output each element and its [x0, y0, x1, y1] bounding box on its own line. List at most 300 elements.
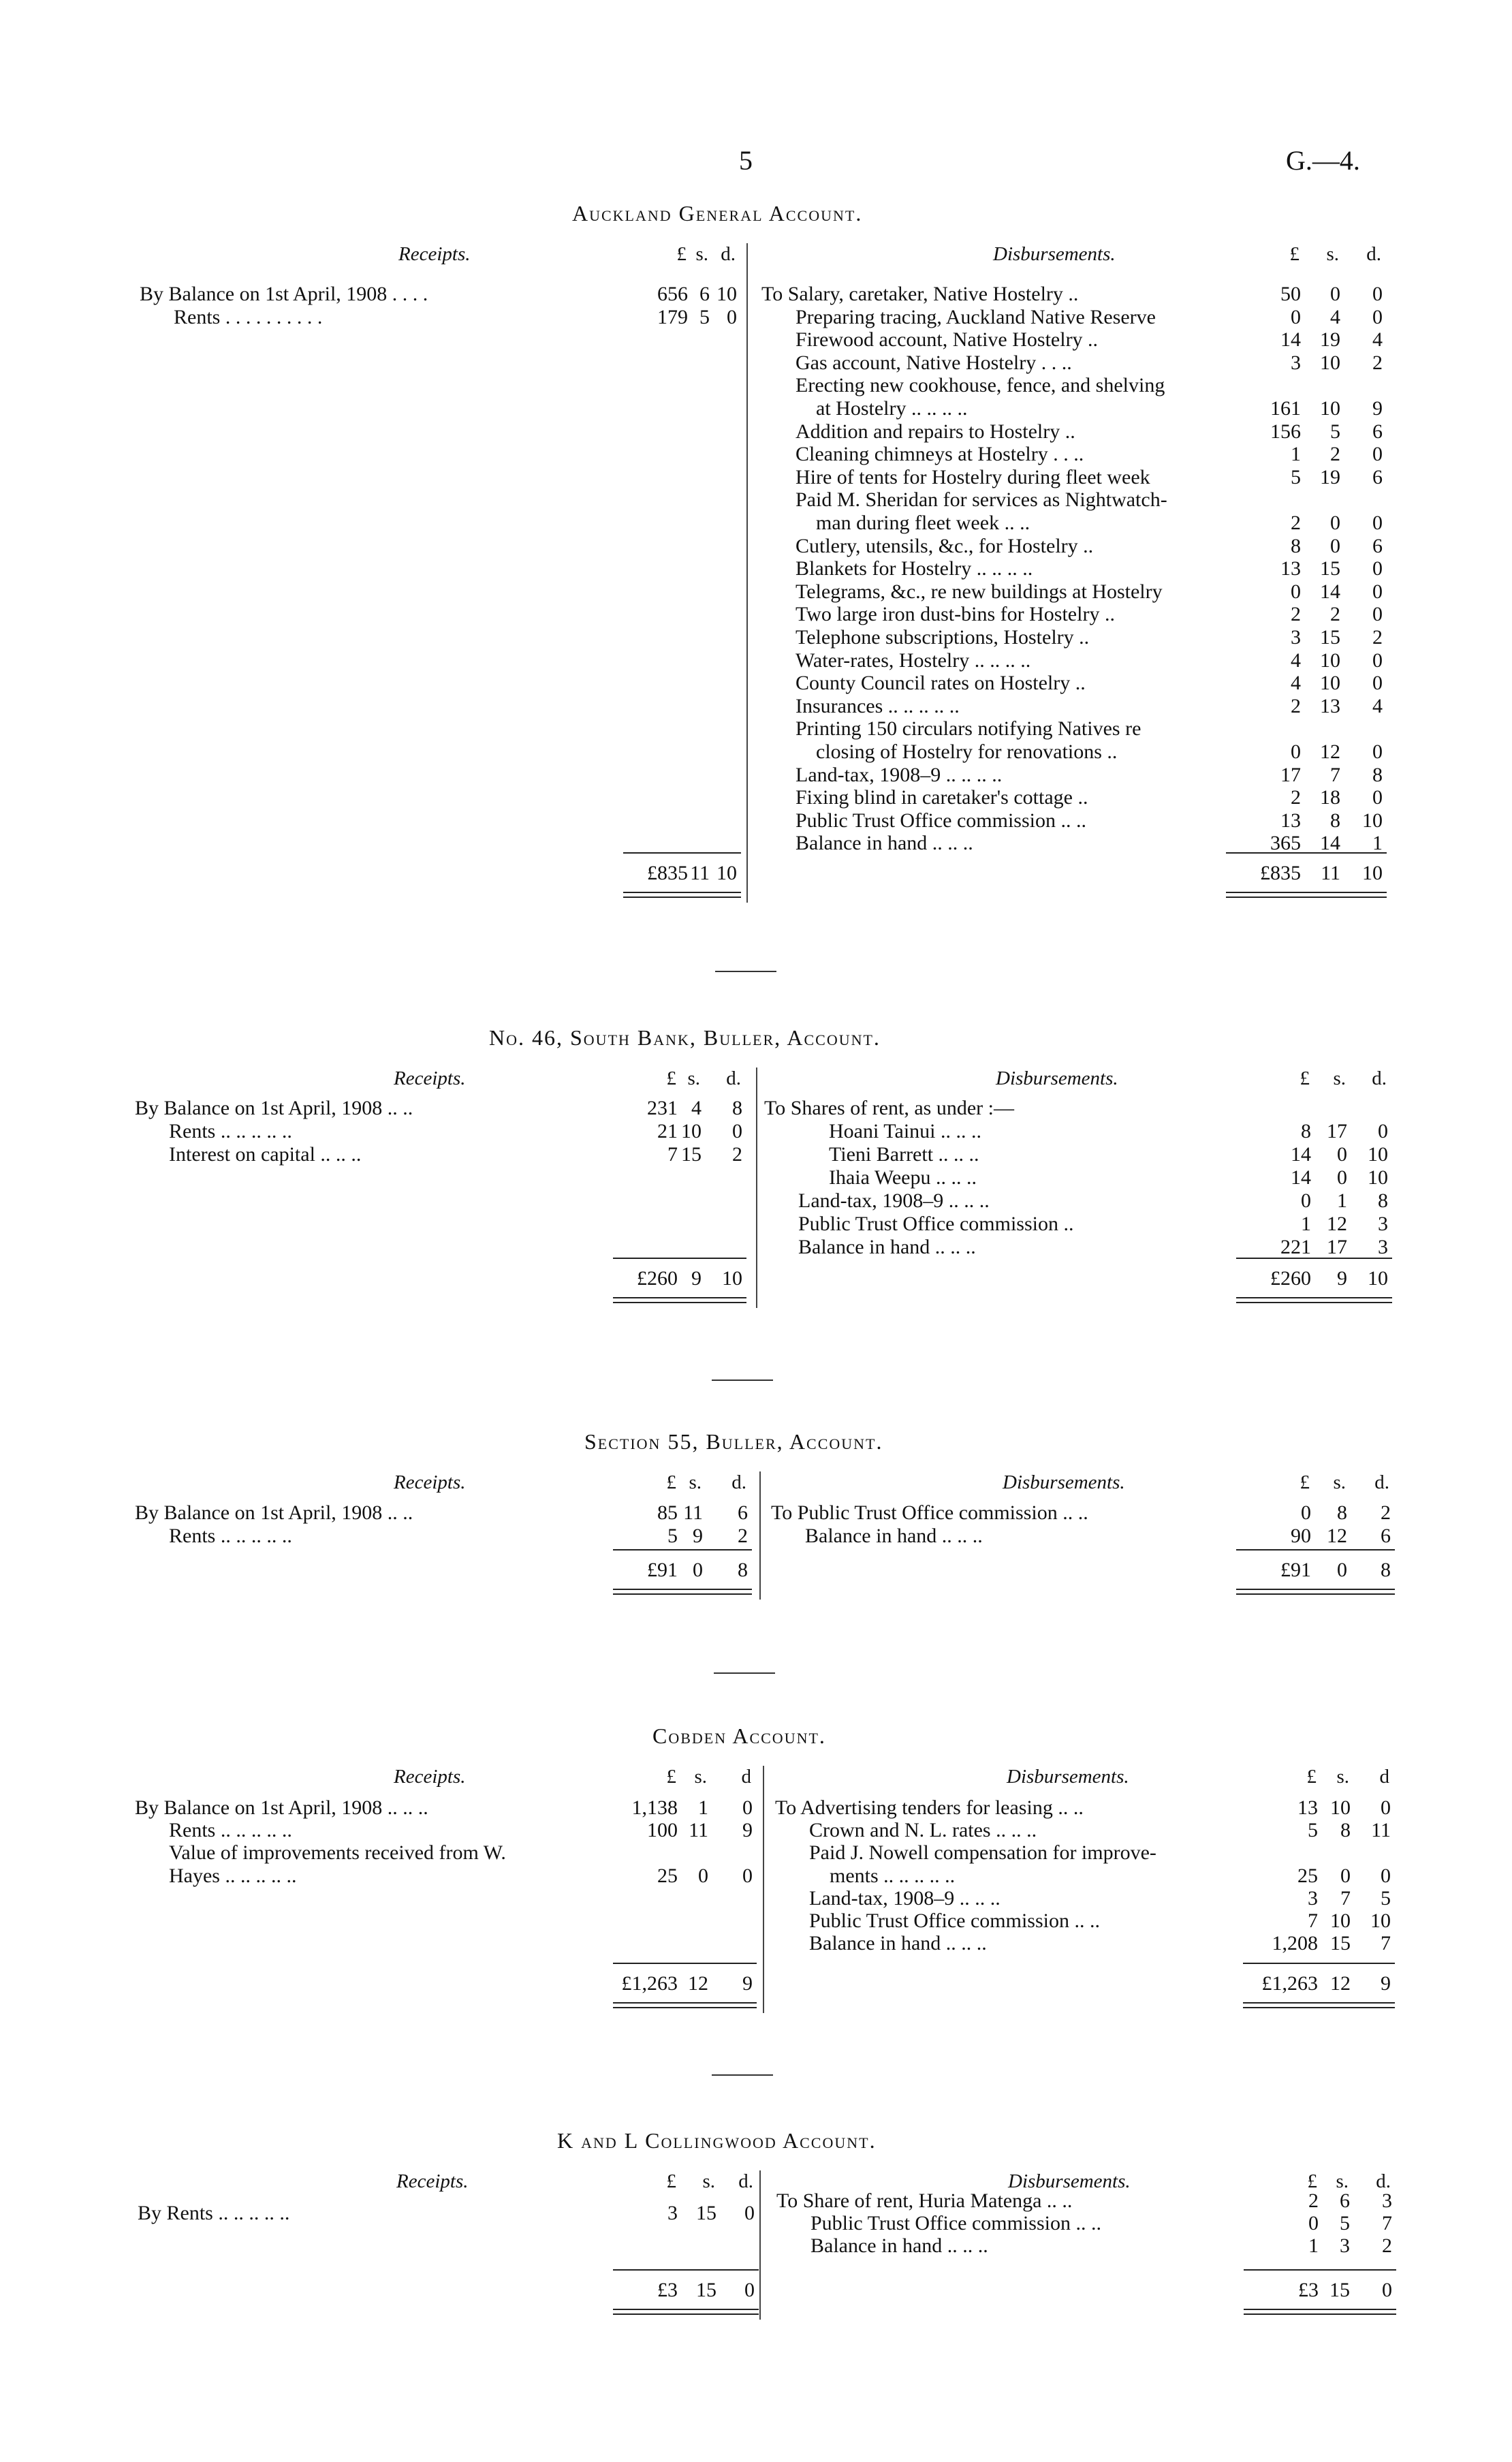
- disbursement-pence: 3: [1378, 1213, 1388, 1235]
- section-separator: [712, 1380, 773, 1381]
- account-title: No. 46, South Bank, Buller, Account.: [489, 1025, 881, 1050]
- disbursement-label: at Hostelry .. .. .. ..: [816, 397, 968, 420]
- disbursement-label: Telephone subscriptions, Hostelry ..: [796, 626, 1090, 649]
- disbursements-double-rule-2: [1236, 1593, 1395, 1595]
- disbursement-shillings: 2: [1330, 603, 1340, 626]
- disbursements-total-pounds: £3: [1298, 2279, 1319, 2301]
- disbursements-pounds-heading: £: [1300, 1068, 1310, 1089]
- disbursement-label: Crown and N. L. rates .. .. ..: [809, 1819, 1037, 1842]
- disbursement-pounds: 1: [1291, 443, 1301, 466]
- disbursements-pence-heading: d.: [1366, 243, 1381, 265]
- receipts-shillings-heading: s.: [689, 1471, 702, 1493]
- disbursement-shillings: 15: [1320, 626, 1340, 649]
- disbursement-pounds: 3: [1291, 626, 1301, 649]
- disbursement-label: Paid M. Sheridan for services as Nightwatch-: [796, 488, 1167, 512]
- receipt-pence: 10: [716, 283, 737, 305]
- receipts-pounds-heading: £: [666, 1766, 676, 1788]
- receipts-pounds-heading: £: [676, 243, 687, 265]
- disbursement-pounds: 221: [1280, 1236, 1311, 1258]
- disbursement-shillings: 12: [1327, 1525, 1347, 1547]
- page-number: 5: [739, 145, 753, 176]
- disbursement-pounds: 0: [1308, 2212, 1319, 2234]
- disbursements-shillings-heading: s.: [1336, 1766, 1349, 1788]
- disbursement-pounds: 0: [1291, 580, 1301, 603]
- receipt-pence: 0: [732, 1120, 742, 1142]
- disbursement-shillings: 12: [1327, 1213, 1347, 1235]
- disbursement-pence: 0: [1372, 512, 1383, 534]
- disbursement-pence: 0: [1381, 1796, 1391, 1819]
- disbursements-total-pence: 9: [1381, 1972, 1391, 1995]
- disbursements-total-shillings: 15: [1329, 2279, 1350, 2301]
- disbursement-pence: 0: [1372, 305, 1383, 328]
- receipt-label: Hayes .. .. .. .. ..: [169, 1864, 297, 1887]
- disbursement-label: Telegrams, &c., re new buildings at Hostelry: [796, 580, 1163, 603]
- receipts-double-rule-2: [613, 1593, 752, 1595]
- receipt-label: Rents .. .. .. .. ..: [169, 1120, 292, 1142]
- receipt-shillings: 5: [699, 305, 710, 328]
- disbursements-total-pence: 10: [1362, 862, 1383, 884]
- receipt-shillings: 4: [691, 1097, 702, 1119]
- disbursements-pence-heading: d: [1379, 1766, 1389, 1788]
- disbursement-shillings: 17: [1327, 1236, 1347, 1258]
- receipt-label: Rents . . . . . . . . . .: [174, 305, 323, 328]
- disbursement-pounds: 2: [1291, 786, 1301, 809]
- receipt-pounds: 3: [667, 2202, 678, 2224]
- disbursement-label: Public Trust Office commission .. ..: [810, 2212, 1101, 2234]
- disbursement-pounds: 0: [1291, 741, 1301, 763]
- receipts-total-pounds: £91: [647, 1559, 678, 1581]
- disbursement-shillings: 7: [1340, 1886, 1351, 1910]
- receipts-heading: Receipts.: [394, 1068, 466, 1089]
- disbursements-total-pounds: £91: [1280, 1559, 1311, 1581]
- disbursement-pence: 2: [1382, 2234, 1392, 2257]
- disbursement-pounds: 13: [1297, 1796, 1318, 1819]
- disbursements-pounds-heading: £: [1306, 1766, 1317, 1788]
- receipts-total-shillings: 11: [690, 862, 710, 884]
- disbursement-label: Cleaning chimneys at Hostelry . . ..: [796, 443, 1084, 466]
- receipt-pence: 0: [744, 2202, 755, 2224]
- receipt-label: Rents .. .. .. .. ..: [169, 1525, 292, 1547]
- disbursements-heading: Disbursements.: [1008, 2170, 1131, 2192]
- disbursements-rule: [1243, 1963, 1395, 1964]
- receipt-shillings: 6: [699, 283, 710, 305]
- disbursement-pounds: 0: [1291, 305, 1301, 328]
- disbursement-shillings: 19: [1320, 465, 1340, 488]
- receipt-pence: 2: [738, 1525, 748, 1547]
- receipt-pence: 0: [727, 305, 737, 328]
- receipt-pence: 6: [738, 1501, 748, 1524]
- receipt-pounds: 231: [647, 1097, 678, 1119]
- receipts-pence-heading: d: [741, 1766, 751, 1788]
- disbursements-rule: [1244, 2269, 1396, 2271]
- receipts-heading: Receipts.: [396, 2170, 469, 2192]
- receipts-total-shillings: 15: [696, 2279, 716, 2301]
- report-reference: G.—4.: [1286, 145, 1360, 176]
- disbursement-shillings: 0: [1340, 1864, 1351, 1887]
- disbursement-pence: 11: [1371, 1819, 1391, 1842]
- receipt-label: By Balance on 1st April, 1908 .. ..: [135, 1501, 413, 1524]
- receipt-label: By Balance on 1st April, 1908 .. ..: [135, 1097, 413, 1119]
- disbursement-shillings: 5: [1340, 2212, 1350, 2234]
- disbursement-label: Ihaia Weepu .. .. ..: [829, 1166, 977, 1189]
- section-separator: [714, 1672, 775, 1674]
- receipt-label: Interest on capital .. .. ..: [169, 1143, 362, 1166]
- disbursement-label: Addition and repairs to Hostelry ..: [796, 420, 1075, 443]
- disbursements-shillings-heading: s.: [1333, 1471, 1346, 1493]
- receipt-shillings: 11: [689, 1819, 708, 1842]
- receipts-total-pence: 10: [722, 1267, 742, 1290]
- column-divider: [756, 1068, 757, 1308]
- receipt-label: By Balance on 1st April, 1908 .. .. ..: [135, 1796, 428, 1819]
- receipt-pence: 0: [742, 1796, 753, 1819]
- disbursements-total-shillings: 12: [1330, 1972, 1351, 1995]
- receipts-shillings-heading: s.: [687, 1068, 700, 1089]
- disbursement-pence: 8: [1372, 763, 1383, 786]
- disbursement-label: Printing 150 circulars notifying Natives re: [796, 717, 1141, 741]
- disbursement-pence: 3: [1382, 2190, 1392, 2212]
- disbursements-heading: Disbursements.: [1003, 1471, 1125, 1493]
- disbursement-label: Public Trust Office commission .. ..: [796, 809, 1086, 832]
- receipts-pence-heading: d.: [726, 1068, 741, 1089]
- disbursement-pence: 4: [1372, 694, 1383, 717]
- disbursement-label: Preparing tracing, Auckland Native Reserve: [796, 305, 1156, 328]
- disbursements-total-pounds: £260: [1270, 1267, 1311, 1290]
- disbursement-pence: 0: [1372, 557, 1383, 580]
- receipts-total-pence: 9: [742, 1972, 753, 1995]
- disbursement-pence: 0: [1372, 603, 1383, 626]
- disbursement-shillings: 14: [1320, 832, 1340, 855]
- disbursements-total-shillings: 11: [1321, 862, 1340, 884]
- receipts-pence-heading: d.: [731, 1471, 746, 1493]
- disbursements-heading: Disbursements.: [1007, 1766, 1129, 1788]
- receipt-pence: 0: [742, 1864, 753, 1887]
- disbursement-pence: 7: [1382, 2212, 1392, 2234]
- receipts-shillings-heading: s.: [702, 2170, 715, 2192]
- disbursement-pence: 0: [1372, 741, 1383, 763]
- disbursement-label: Firewood account, Native Hostelry ..: [796, 328, 1099, 352]
- disbursement-pounds: 1,208: [1272, 1932, 1318, 1955]
- receipts-double-rule-2: [613, 1302, 746, 1303]
- disbursement-pence: 0: [1372, 443, 1383, 466]
- disbursements-double-rule-1: [1236, 1589, 1395, 1590]
- disbursements-total-shillings: 0: [1337, 1559, 1347, 1581]
- receipts-rule: [613, 1549, 752, 1551]
- disbursement-pounds: 7: [1308, 1910, 1318, 1932]
- receipts-double-rule-1: [613, 2309, 759, 2310]
- receipts-rule: [623, 852, 741, 854]
- disbursement-label: Two large iron dust-bins for Hostelry ..: [796, 603, 1115, 626]
- receipts-total-shillings: 9: [691, 1267, 702, 1290]
- disbursements-shillings-heading: s.: [1333, 1068, 1346, 1089]
- receipt-shillings: 1: [698, 1796, 708, 1819]
- disbursements-pounds-heading: £: [1300, 1471, 1310, 1493]
- disbursement-shillings: 3: [1340, 2234, 1350, 2257]
- disbursements-total-pence: 0: [1382, 2279, 1392, 2301]
- disbursement-pounds: 5: [1291, 465, 1301, 488]
- disbursements-double-rule-1: [1236, 1297, 1392, 1298]
- disbursement-pence: 10: [1368, 1166, 1388, 1189]
- disbursement-label: Insurances .. .. .. .. ..: [796, 694, 960, 717]
- disbursement-label: Public Trust Office commission ..: [798, 1213, 1074, 1235]
- disbursement-label: Public Trust Office commission .. ..: [809, 1910, 1100, 1932]
- receipt-pence: 8: [732, 1097, 742, 1119]
- disbursements-heading: Disbursements.: [993, 243, 1116, 265]
- disbursement-pounds: 90: [1291, 1525, 1311, 1547]
- disbursement-pence: 3: [1378, 1236, 1388, 1258]
- receipts-double-rule-2: [613, 2313, 759, 2315]
- disbursement-label: Hoani Tainui .. .. ..: [829, 1120, 981, 1142]
- disbursements-double-rule-2: [1226, 897, 1387, 898]
- disbursement-label: Cutlery, utensils, &c., for Hostelry ..: [796, 534, 1094, 557]
- receipts-total-pounds: £3: [657, 2279, 678, 2301]
- disbursement-pence: 8: [1378, 1189, 1388, 1212]
- disbursements-pence-heading: d.: [1372, 1068, 1387, 1089]
- disbursement-pounds: 14: [1291, 1166, 1311, 1189]
- disbursement-label: Balance in hand .. .. ..: [805, 1525, 983, 1547]
- receipt-shillings: 15: [681, 1143, 702, 1166]
- disbursements-total-pounds: £1,263: [1261, 1972, 1318, 1995]
- disbursement-pounds: 161: [1270, 397, 1301, 420]
- receipt-pounds: 7: [667, 1143, 678, 1166]
- disbursement-shillings: 7: [1330, 763, 1340, 786]
- receipt-pounds: 656: [657, 283, 688, 305]
- disbursement-pounds: 4: [1291, 672, 1301, 695]
- disbursement-shillings: 8: [1340, 1819, 1351, 1842]
- receipt-pounds: 1,138: [631, 1796, 678, 1819]
- receipts-heading: Receipts.: [394, 1766, 466, 1788]
- disbursement-pounds: 25: [1297, 1864, 1318, 1887]
- disbursement-pence: 2: [1372, 351, 1383, 374]
- disbursement-pounds: 365: [1270, 832, 1301, 855]
- disbursements-double-rule-1: [1243, 2002, 1395, 2004]
- receipts-heading: Receipts.: [394, 1471, 466, 1493]
- receipts-shillings-heading: s.: [695, 243, 708, 265]
- disbursement-label: Balance in hand .. .. ..: [809, 1932, 987, 1955]
- receipts-shillings-heading: s.: [694, 1766, 707, 1788]
- section-separator: [712, 2074, 773, 2076]
- receipts-double-rule-2: [613, 2007, 757, 2008]
- column-divider: [759, 1471, 761, 1600]
- disbursement-pence: 6: [1372, 534, 1383, 557]
- disbursement-pounds: 156: [1270, 420, 1301, 443]
- account-title: Auckland General Account.: [572, 201, 863, 225]
- disbursements-shillings-heading: s.: [1336, 2170, 1349, 2192]
- disbursements-total-pence: 10: [1368, 1267, 1388, 1290]
- disbursement-pounds: 1: [1301, 1213, 1311, 1235]
- disbursement-shillings: 10: [1330, 1910, 1351, 1932]
- disbursement-pence: 6: [1381, 1525, 1391, 1547]
- disbursement-pence: 0: [1372, 580, 1383, 603]
- disbursements-double-rule-2: [1236, 1302, 1392, 1303]
- disbursement-pounds: 1: [1308, 2234, 1319, 2257]
- disbursement-label: Balance in hand .. .. ..: [798, 1236, 976, 1258]
- disbursements-total-shillings: 9: [1337, 1267, 1347, 1290]
- disbursement-label: ments .. .. .. .. ..: [830, 1864, 956, 1887]
- receipts-pence-heading: d.: [721, 243, 736, 265]
- disbursement-shillings: 0: [1330, 534, 1340, 557]
- disbursements-pounds-heading: £: [1289, 243, 1300, 265]
- receipt-label: Value of improvements received from W.: [169, 1841, 506, 1865]
- receipt-pounds: 100: [647, 1819, 678, 1842]
- disbursement-pence: 5: [1381, 1886, 1391, 1910]
- disbursement-shillings: 1: [1337, 1189, 1347, 1212]
- disbursement-pounds: 17: [1280, 763, 1301, 786]
- disbursement-label: closing of Hostelry for renovations ..: [816, 741, 1118, 763]
- disbursement-label: To Share of rent, Huria Matenga .. ..: [776, 2190, 1073, 2212]
- receipts-total-pounds: £260: [637, 1267, 678, 1290]
- disbursement-label: Erecting new cookhouse, fence, and shelving: [796, 374, 1165, 397]
- disbursement-pounds: 0: [1301, 1501, 1311, 1524]
- disbursement-label: Land-tax, 1908–9 .. .. .. ..: [796, 763, 1003, 786]
- receipts-rule: [613, 1258, 746, 1259]
- disbursements-double-rule-2: [1243, 2007, 1395, 2008]
- disbursement-label: Fixing blind in caretaker's cottage ..: [796, 786, 1088, 809]
- receipts-total-shillings: 12: [688, 1972, 708, 1995]
- disbursement-shillings: 17: [1327, 1120, 1347, 1142]
- disbursement-label: Tieni Barrett .. .. ..: [829, 1143, 979, 1166]
- disbursements-pence-heading: d.: [1376, 2170, 1391, 2192]
- disbursement-pence: 10: [1370, 1910, 1391, 1932]
- receipt-label: Rents .. .. .. .. ..: [169, 1819, 292, 1842]
- disbursement-shillings: 0: [1337, 1143, 1347, 1166]
- disbursement-shillings: 10: [1320, 672, 1340, 695]
- receipt-pence: 2: [732, 1143, 742, 1166]
- disbursement-label: Hire of tents for Hostelry during fleet week: [796, 465, 1150, 488]
- column-divider: [746, 243, 748, 903]
- receipts-pounds-heading: £: [666, 1068, 676, 1089]
- receipts-double-rule-1: [623, 892, 741, 893]
- disbursement-shillings: 4: [1330, 305, 1340, 328]
- section-separator: [715, 971, 776, 972]
- disbursements-pence-heading: d.: [1374, 1471, 1389, 1493]
- disbursement-pounds: 13: [1280, 809, 1301, 832]
- account-title: Cobden Account.: [652, 1724, 826, 1748]
- disbursement-pounds: 3: [1308, 1886, 1318, 1910]
- disbursement-pounds: 50: [1280, 283, 1301, 305]
- disbursement-pounds: 2: [1308, 2190, 1319, 2212]
- receipts-total-pounds: £1,263: [621, 1972, 678, 1995]
- disbursement-shillings: 8: [1330, 809, 1340, 832]
- receipts-pounds-heading: £: [666, 1471, 676, 1493]
- column-divider: [759, 2170, 761, 2320]
- disbursement-pence: 4: [1372, 328, 1383, 352]
- receipts-pounds-heading: £: [666, 2170, 676, 2192]
- disbursement-pounds: 13: [1280, 557, 1301, 580]
- disbursement-pence: 0: [1372, 649, 1383, 672]
- receipts-double-rule-1: [613, 1297, 746, 1298]
- disbursements-rule: [1226, 852, 1387, 854]
- account-title: Section 55, Buller, Account.: [584, 1429, 883, 1454]
- disbursement-shillings: 0: [1337, 1166, 1347, 1189]
- disbursement-shillings: 10: [1330, 1796, 1351, 1819]
- disbursement-shillings: 10: [1320, 397, 1340, 420]
- disbursement-pence: 2: [1381, 1501, 1391, 1524]
- disbursement-shillings: 8: [1337, 1501, 1347, 1524]
- disbursement-pence: 0: [1378, 1120, 1388, 1142]
- column-divider: [763, 1766, 764, 2013]
- disbursement-shillings: 19: [1320, 328, 1340, 352]
- receipts-total-shillings: 0: [693, 1559, 703, 1581]
- receipts-rule: [613, 1963, 757, 1964]
- disbursement-label: To Advertising tenders for leasing .. ..: [775, 1796, 1084, 1819]
- receipt-label: By Rents .. .. .. .. ..: [138, 2202, 290, 2224]
- disbursements-double-rule-1: [1244, 2309, 1396, 2310]
- disbursement-shillings: 0: [1330, 512, 1340, 534]
- disbursement-shillings: 6: [1340, 2190, 1350, 2212]
- disbursement-shillings: 12: [1320, 741, 1340, 763]
- disbursement-pence: 6: [1372, 465, 1383, 488]
- receipt-pounds: 5: [667, 1525, 678, 1547]
- disbursement-shillings: 18: [1320, 786, 1340, 809]
- disbursement-pence: 0: [1372, 283, 1383, 305]
- disbursement-pounds: 0: [1301, 1189, 1311, 1212]
- disbursements-shillings-heading: s.: [1326, 243, 1339, 265]
- receipt-pounds: 179: [657, 305, 688, 328]
- receipt-shillings: 9: [693, 1525, 703, 1547]
- disbursement-pounds: 3: [1291, 351, 1301, 374]
- disbursement-pence: 7: [1381, 1932, 1391, 1955]
- receipt-pounds: 21: [657, 1120, 678, 1142]
- receipts-total-pence: 0: [744, 2279, 755, 2301]
- disbursement-shillings: 15: [1320, 557, 1340, 580]
- disbursement-pence: 1: [1372, 832, 1383, 855]
- disbursements-pounds-heading: £: [1307, 2170, 1317, 2192]
- receipts-double-rule-1: [613, 1589, 752, 1590]
- disbursement-shillings: 10: [1320, 351, 1340, 374]
- disbursement-pence: 10: [1362, 809, 1383, 832]
- disbursement-pounds: 2: [1291, 603, 1301, 626]
- receipts-total-pounds: £835: [647, 862, 688, 884]
- disbursement-pounds: 2: [1291, 694, 1301, 717]
- disbursement-label: Blankets for Hostelry .. .. .. ..: [796, 557, 1033, 580]
- disbursement-pounds: 8: [1291, 534, 1301, 557]
- receipts-double-rule-2: [623, 897, 741, 898]
- disbursements-total-pence: 8: [1381, 1559, 1391, 1581]
- disbursement-pounds: 14: [1280, 328, 1301, 352]
- disbursement-label: To Public Trust Office commission .. ..: [771, 1501, 1088, 1524]
- disbursement-label: Gas account, Native Hostelry . . ..: [796, 351, 1072, 374]
- disbursement-pence: 10: [1368, 1143, 1388, 1166]
- receipt-pence: 9: [742, 1819, 753, 1842]
- disbursement-label: Paid J. Nowell compensation for improve-: [809, 1841, 1156, 1865]
- disbursements-heading: Disbursements.: [996, 1068, 1118, 1089]
- receipts-double-rule-1: [613, 2002, 757, 2004]
- disbursement-pounds: 5: [1308, 1819, 1318, 1842]
- disbursement-label: County Council rates on Hostelry ..: [796, 672, 1086, 695]
- disbursement-pence: 0: [1372, 672, 1383, 695]
- disbursement-shillings: 15: [1330, 1932, 1351, 1955]
- receipt-pounds: 25: [657, 1864, 678, 1887]
- receipt-shillings: 0: [698, 1864, 708, 1887]
- disbursement-pounds: 8: [1301, 1120, 1311, 1142]
- disbursement-shillings: 14: [1320, 580, 1340, 603]
- disbursement-shillings: 10: [1320, 649, 1340, 672]
- disbursement-label: To Shares of rent, as under :—: [764, 1097, 1014, 1119]
- disbursement-pence: 9: [1372, 397, 1383, 420]
- disbursement-label: To Salary, caretaker, Native Hostelry ..: [761, 283, 1079, 305]
- disbursement-pence: 2: [1372, 626, 1383, 649]
- disbursement-pence: 0: [1381, 1864, 1391, 1887]
- disbursement-shillings: 2: [1330, 443, 1340, 466]
- disbursement-shillings: 13: [1320, 694, 1340, 717]
- disbursement-pence: 6: [1372, 420, 1383, 443]
- disbursement-pence: 0: [1372, 786, 1383, 809]
- receipts-pence-heading: d.: [738, 2170, 753, 2192]
- disbursements-double-rule-2: [1244, 2313, 1396, 2315]
- disbursement-label: Water-rates, Hostelry .. .. .. ..: [796, 649, 1031, 672]
- receipts-heading: Receipts.: [398, 243, 471, 265]
- disbursements-rule: [1236, 1549, 1395, 1551]
